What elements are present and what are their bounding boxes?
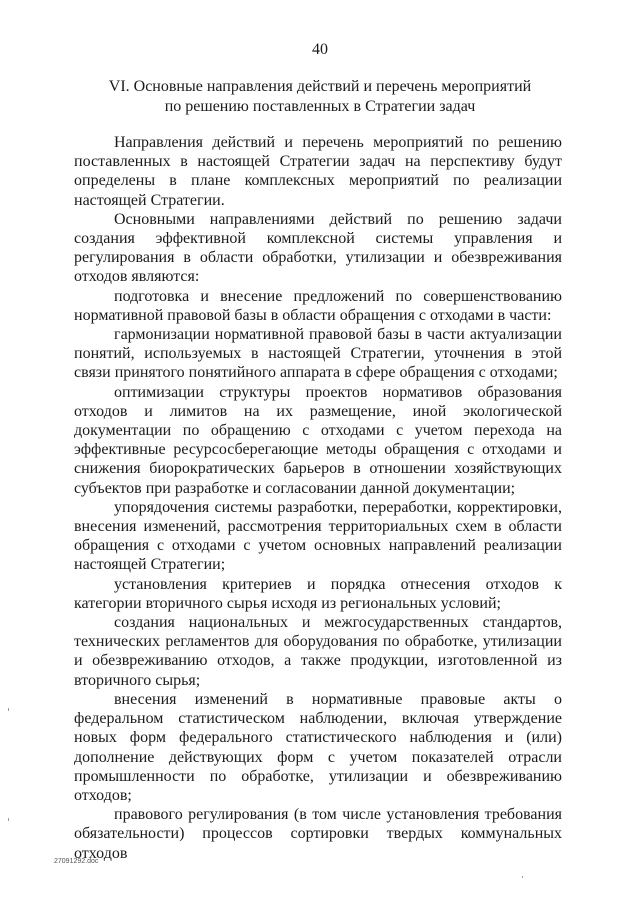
- section-title: [60, 77, 580, 117]
- paragraph: правового регулирования (в том числе установления требования обязательности) процессов сортировки твердых коммунальных отходов: [74, 806, 562, 862]
- scan-mark: [8, 708, 9, 711]
- footer-document-name: 27091292.doc: [54, 858, 99, 865]
- scan-mark: [522, 876, 523, 878]
- paragraph: Основными направлениями действий по решению задачи создания эффективной комплексной системы управления и регулирования в области обработки, утилизации и обезвреживания отходов являются:: [74, 210, 562, 286]
- paragraph: установления критериев и порядка отнесения отходов к категории вторичного сырья исходя из региональных условий;: [74, 575, 562, 612]
- paragraph: упорядочения системы разработки, переработки, корректировки, внесения изменений, рассмотрения территориальных схем в области обращения с отходами с учетом основных направлений реализации настоящей Стратегии;: [74, 498, 562, 574]
- paragraph: гармонизации нормативной правовой базы в части актуализации понятий, используемых в настоящей Стратегии, уточнения в этой связи принятого понятийного аппарата в сфере обращения с отходами;: [74, 326, 562, 382]
- paragraph: подготовка и внесение предложений по совершенствованию нормативной правовой базы в области обращения с отходами в части:: [74, 287, 562, 324]
- page-number: 40: [312, 41, 328, 58]
- scan-mark: [8, 818, 9, 821]
- document-body: [74, 133, 562, 863]
- section-title-line-1: VI. Основные направления действий и перечень мероприятий: [108, 78, 532, 95]
- paragraph: оптимизации структуры проектов нормативов образования отходов и лимитов на их размещение, иной экологической документации по обращению с отходами с учетом перехода на эффективные ресурсосберегающие методы обращения с отходами и снижения биорократических барьеров в отношении хозяйствующих субъектов при разработке и согласовании данной документации;: [74, 383, 562, 497]
- paragraph: создания национальных и межгосударственных стандартов, технических регламентов для оборудования по обработке, утилизации и обезвреживанию отходов, а также продукции, изготовленной из вторичного сырья;: [74, 614, 562, 689]
- paragraph: внесения изменений в нормативные правовые акты о федеральном статистическом наблюдении, включая утверждение новых форм федерального статистического наблюдения и (или) дополнение действующих форм с учетом показателей отрасли промышленности по обработке, утилизации и обезвреживанию отходов;: [74, 690, 562, 804]
- section-title-line-2: по решению поставленных в Стратегии задач: [164, 98, 476, 115]
- paragraph: Направления действий и перечень мероприятий по решению поставленных в настоящей Стратегии задач на перспективу будут определены в плане комплексных мероприятий по реализации настоящей Стратегии.: [74, 134, 562, 209]
